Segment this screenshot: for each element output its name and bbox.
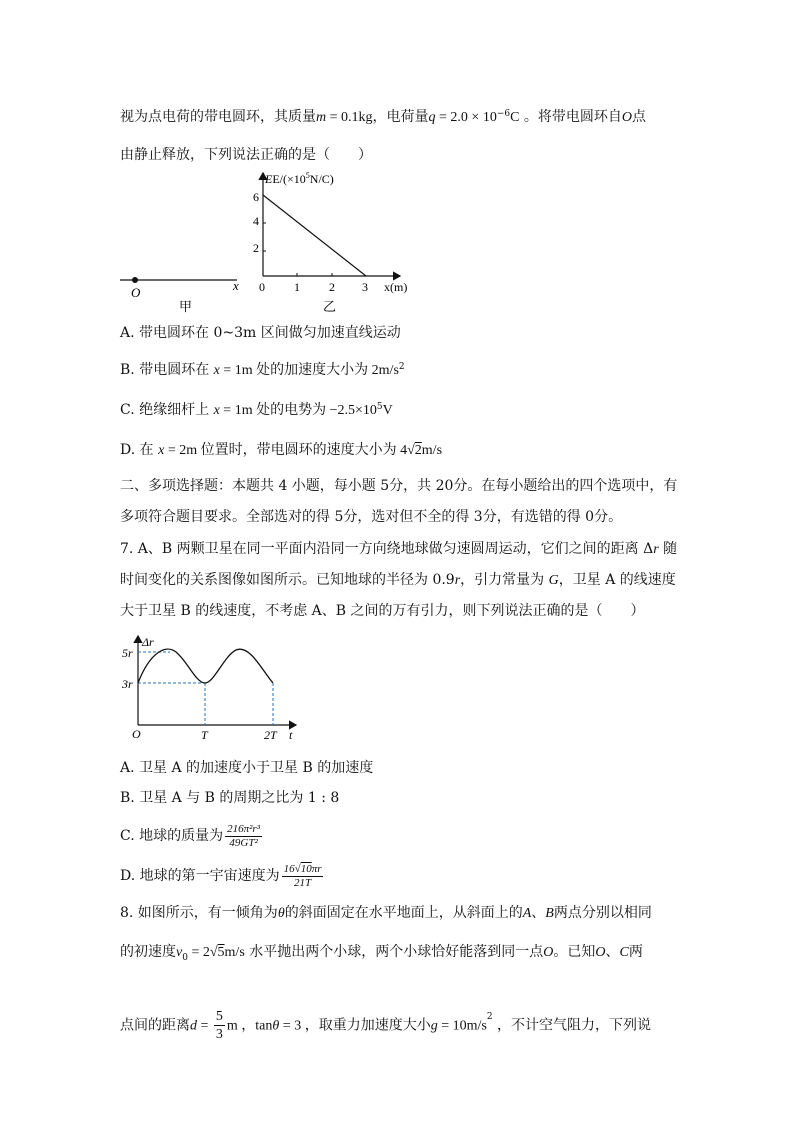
q7-option-a: A. 卫星 A 的加速度小于卫星 B 的加速度	[120, 760, 374, 776]
origin-label: O	[132, 727, 141, 741]
x-tick-3: 3	[362, 280, 368, 294]
x-tick-2: 2	[329, 280, 335, 294]
y-axis-label: $EE/(\times 10^5N/C)$	[265, 171, 334, 186]
label-o: O	[131, 285, 141, 300]
y-label-3r: 3r	[122, 677, 133, 691]
figure-yi	[245, 165, 420, 317]
x-axis-label: t	[289, 728, 293, 742]
q8-line-1: 8. 如图所示，有一倾角为θ的斜面固定在水平地面上，从斜面上的A、B两点分别以相同	[120, 905, 652, 921]
section2-line-2: 多项符合题目要求。全部选对的得 5分，选对但不全的得 3分，有选错的得 0分。	[120, 509, 623, 525]
y-tick-2: 2	[253, 241, 259, 255]
q6-option-d: D. 在 x = 2m 位置时，带电圆环的速度大小为 4√2m/s	[120, 442, 443, 458]
x-label-2t: 2T	[264, 728, 277, 742]
y-axis-label: Δr	[142, 635, 154, 649]
figure-jia	[115, 270, 255, 315]
section2-line-1: 二、多项选择题：本题共 4 小题，每小题 5分，共 20分。在每小题给出的四个选项中，有	[120, 478, 678, 494]
q7-line-3: 大于卫星 B 的线速度，不考虑 A、B 之间的万有引力，则下列说法正确的是（ ）	[120, 603, 645, 619]
q8-line-2: 的初速度$v_0 = 2√5m/s$ 水平抛出两个小球，两个小球恰好能落到同一点O。已知O、C两	[120, 944, 643, 963]
q6-line-1: 视为点电荷的带电圆环，其质量m = 0.1kg，电荷量$q = 2.0 \times 10^{-6}C$ 。将带电圆环自O点	[120, 109, 647, 125]
origin-label: 0	[259, 280, 265, 294]
field-line	[263, 195, 366, 276]
q7-option-c: C. 地球的质量为 $\frac{\text{216π²r³}}{\text{49GT²}}$	[120, 823, 261, 849]
q6-option-b: B. 带电圆环在 x = 1m 处的加速度大小为 $2m/s^2$	[120, 362, 405, 378]
y-tick-6: 6	[253, 190, 259, 204]
figure-delta-r	[118, 632, 303, 744]
q8-line-3: 点间的距离d = $\frac{5}{3}$ m ，tanθ = 3 ，取重力加速度大小$g = 10m/s^2$ ，不计空气阻力，下列说	[120, 1009, 652, 1042]
q6-option-a: A. 带电圆环在 0~3m 区间做匀加速直线运动	[120, 325, 401, 341]
x-axis-label: x(m)	[384, 280, 408, 294]
y-label-5r: 5r	[122, 646, 133, 660]
q7-option-d: D. 地球的第一宇宙速度为 $\frac{16√10\pi r}{21T}$	[120, 863, 322, 889]
point-o-dot	[132, 277, 138, 283]
x-label-t: T	[201, 728, 208, 742]
q6-option-c: C. 绝缘细杆上 x = 1m 处的电势为 $-2.5\times 10^5V$	[120, 402, 393, 418]
q7-line-1: 7. A、B 两颗卫星在同一平面内沿同一方向绕地球做匀速圆周运动，它们之间的距离 Δr 随	[120, 541, 678, 557]
q6-line-2: 由静止释放，下列说法正确的是（ ）	[120, 147, 372, 163]
delta-r-curve	[138, 649, 273, 683]
y-tick-4: 4	[253, 214, 259, 228]
x-tick-1: 1	[294, 280, 300, 294]
q7-option-b: B. 卫星 A 与 B 的周期之比为 1 : 8	[120, 790, 340, 806]
caption-jia: 甲	[179, 299, 193, 314]
label-x: x	[233, 278, 239, 293]
q7-line-2: 时间变化的关系图像如图所示。已知地球的半径为 0.9r，引力常量为 G，卫星 A 的线速度	[120, 572, 676, 588]
caption-yi: 乙	[323, 299, 337, 314]
